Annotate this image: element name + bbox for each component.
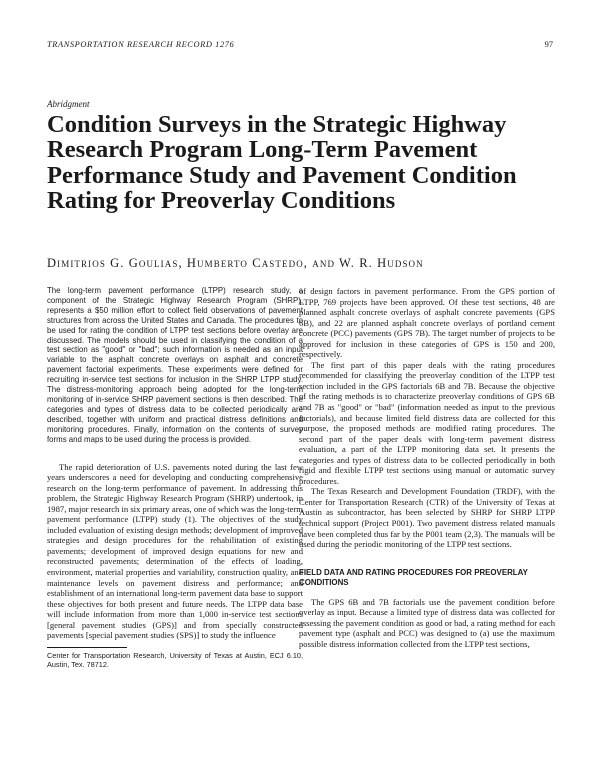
body-paragraph-continued: of design factors in pavement performance. From the GPS portion of LTPP, 769 projects have been approved. Of these test sections, 48 are planned asphalt concrete overlays of asphalt concrete pavements (GPS 6B), and 22 are planned asphalt concrete overlays of portland cement concrete (PCC) pavements (GPS 7B). The target number of projects to be approved for inclusion in these categories of GPS is 150 and 200, respectively. bbox=[299, 286, 555, 360]
body-paragraph-intro: The rapid deterioration of U.S. pavements noted during the last few years underscores a need for developing and conducting comprehensive research on the long-term performance of pavement. In addressing this problem, the Strategic Highway Research Program (SHRP) undertook, in 1987, major research in six primary areas, one of which was the long-term pavement performance (LTPP) study (1). The objectives of the study included evaluation of existing design methods; development of improved strategies and design procedures for the rehabilitation of existing pavements; development of improved design equations for new and reconstructed pavements; determination of the effects of loading, environment, material properties and variability, construction quality, and maintenance levels on pavement distress and performance; and establishment of an international long-term pavement data base to support these objectives for both present and future needs. The LTPP data base will include information from more than 1,000 in-service test sections [general pavement studies (GPS)] and from specially constructed pavements [special pavement studies (SPS)] to study the influence bbox=[47, 461, 303, 641]
left-column bbox=[47, 286, 303, 669]
section-heading: FIELD DATA AND RATING PROCEDURES FOR PREOVERLAY CONDITIONS bbox=[299, 567, 528, 587]
journal-name: TRANSPORTATION RESEARCH RECORD 1276 bbox=[47, 40, 235, 49]
page-number: 97 bbox=[544, 40, 553, 49]
abstract: The long-term pavement performance (LTPP) research study, a component of the Strategic Highway Research Program (SHRP), represents a $50 million effort to collect field observations of pavement structures from across the United States and Canada. The procedures to be used for rating the condition of LTPP test sections before overlay are discussed. The models should be used in classifying the condition of a test section as "good" or "bad"; such information is needed as an input variable to the asphalt concrete overlays on asphalt and concrete pavement factorial experiments. These experiments were defined for recruiting in-service test sections for inclusion in the SHRP LTPP study. The distress-monitoring approach being adopted for the long-term monitoring of in-service SHRP pavement sections is then described. The categories and types of distress data to be collected periodically are described, together with uniform and practical distress definitions and monitoring procedures. Finally, information on the contents of survey forms and maps to be used during the process is provided. bbox=[47, 286, 303, 444]
footnote-rule bbox=[47, 647, 127, 648]
running-header bbox=[47, 40, 553, 54]
body-paragraph-rating: The first part of this paper deals with the rating procedures recommended for classifying the preoverlay condition of the LTPP test section included in the GPS factorials 6B and 7B. Because the objective of the rating methods is to characterize preoverlay conditions of GPS 6B and 7B as "good" or "bad" (information needed as input to the previous factorials), and because limited field distress data are collected for this purpose, the proposed methods are modified rating procedures. The second part of the paper deals with long-term pavement distress evaluation, a part of the LTPP monitoring data set. It presents the categories and types of distress data to be collected periodically in both rigid and flexible LTPP test sections using manual or automatic survey procedures. bbox=[299, 359, 555, 486]
right-column bbox=[299, 286, 555, 649]
body-paragraph-trdf: The Texas Research and Development Foundation (TRDF), with the Center for Transportation Research (CTR) of the University of Texas at Austin as subcontractor, has been selected by SHRP for SHRP LTPP technical support (Project P001). Two pavement distress related manuals have been completed thus far by the P001 team (2,3). The manuals will be used during the periodic monitoring of the LTPP test sections. bbox=[299, 486, 555, 550]
article-authors: Dimitrios G. Goulias, Humberto Castedo, and W. R. Hudson bbox=[47, 256, 424, 270]
article-title: Condition Surveys in the Strategic Highway Research Program Long-Term Pavement Performance Study and Pavement Condition Rating for Preoverlay Conditions bbox=[47, 111, 517, 214]
author-affiliation-footnote: Center for Transportation Research, University of Texas at Austin, ECJ 6.10, Austin, Tex. 78712. bbox=[47, 650, 303, 669]
article-kicker: Abridgment bbox=[47, 99, 90, 109]
body-paragraph-factorials: The GPS 6B and 7B factorials use the pavement condition before overlay as input. Because a limited type of distress data was collected for assessing the pavement condition as good or bad, a rating method for each pavement type (asphalt and PCC) was designed to (a) use the maximum possible distress information collected from the LTPP test sections, bbox=[299, 596, 555, 649]
